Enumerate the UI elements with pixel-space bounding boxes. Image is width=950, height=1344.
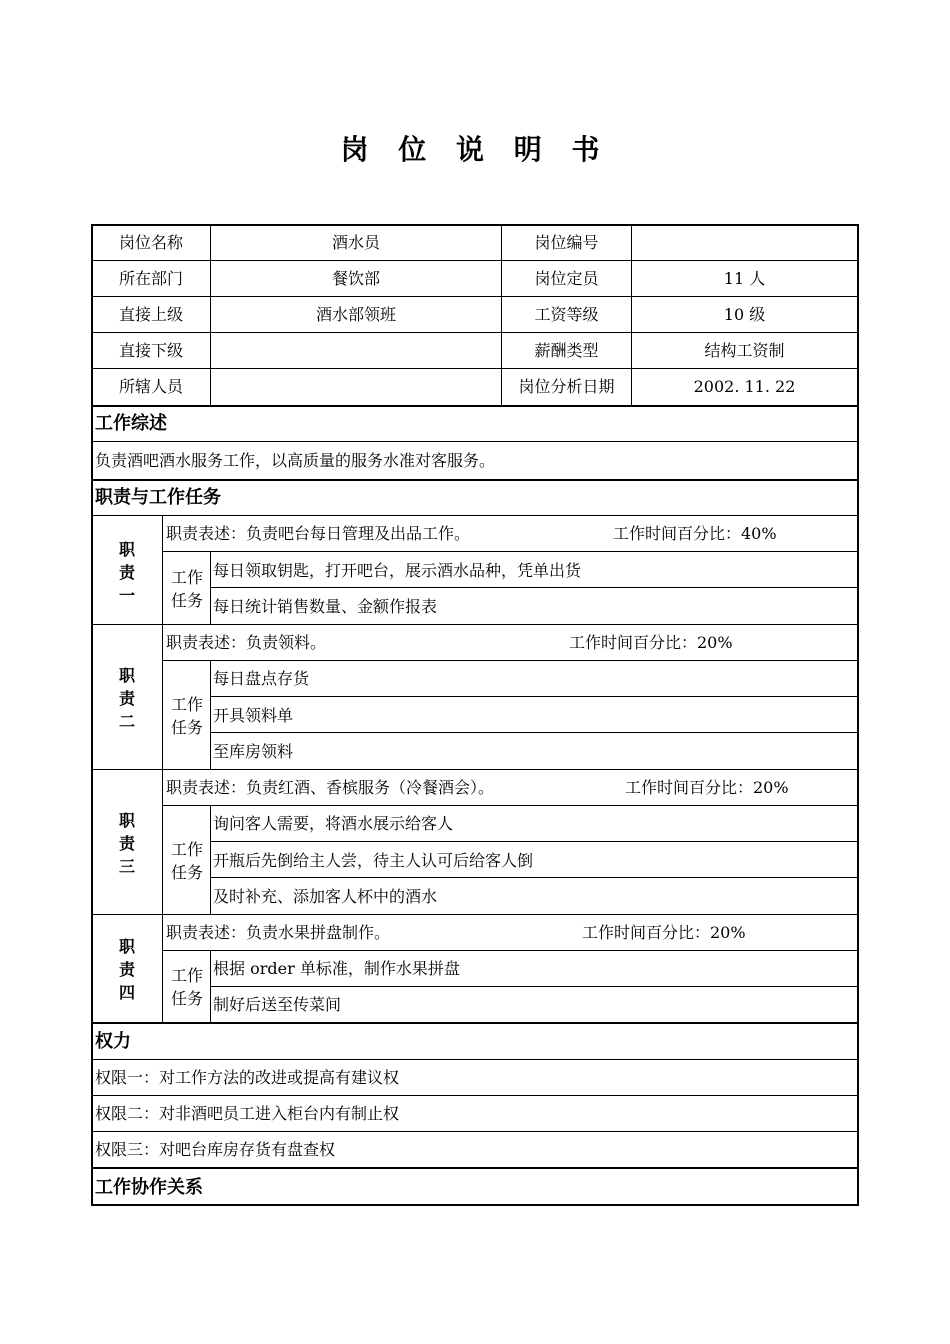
duty-statement: 职责表述：负责红酒、香槟服务（冷餐酒会）。 <box>166 778 495 797</box>
task-item: 每日盘点存货 <box>213 669 310 688</box>
grid-line <box>91 332 859 333</box>
info-label: 工资等级 <box>534 305 599 324</box>
task-item: 开具领料单 <box>213 706 294 725</box>
grid-line <box>91 296 859 297</box>
info-value: 2002. 11. 22 <box>693 377 796 396</box>
task-item: 每日领取钥匙，打开吧台，展示酒水品种，凭单出货 <box>213 561 582 580</box>
grid-line <box>210 732 859 733</box>
task-item: 及时补充、添加客人杯中的酒水 <box>213 887 438 906</box>
grid-line <box>91 1095 859 1096</box>
grid-line <box>210 660 211 769</box>
duty-label: 职 责 一 <box>118 540 135 605</box>
duty-statement: 职责表述：负责水果拼盘制作。 <box>166 923 391 942</box>
duty-statement: 职责表述：负责吧台每日管理及出品工作。 <box>166 524 471 543</box>
grid-line <box>91 1167 859 1169</box>
grid-line <box>91 405 859 407</box>
duty-label: 职 责 三 <box>118 811 135 876</box>
grid-line <box>91 368 859 369</box>
grid-line <box>91 1131 859 1132</box>
section-heading-authority: 权力 <box>95 1031 131 1052</box>
info-label: 岗位名称 <box>118 233 183 252</box>
duty-percent: 工作时间百分比：40% <box>613 524 777 543</box>
task-item: 开瓶后先倒给主人尝，待主人认可后给客人倒 <box>213 851 534 870</box>
authority-item: 权限一：对工作方法的改进或提高有建议权 <box>95 1068 400 1087</box>
grid-line <box>210 805 211 914</box>
info-value: 11 人 <box>723 269 766 288</box>
duty-label: 职 责 四 <box>118 937 135 1002</box>
section-heading-cooperation: 工作协作关系 <box>95 1177 203 1198</box>
task-item: 至库房领料 <box>213 742 294 761</box>
grid-line <box>91 441 859 442</box>
info-label: 岗位编号 <box>534 233 599 252</box>
grid-line <box>91 1022 859 1024</box>
task-label: 工作 任务 <box>170 840 203 882</box>
task-item: 根据 order 单标准，制作水果拼盘 <box>213 959 460 978</box>
duty-percent: 工作时间百分比：20% <box>569 633 733 652</box>
task-item: 每日统计销售数量、金额作报表 <box>213 597 438 616</box>
grid-line <box>210 696 859 697</box>
info-value: 结构工资制 <box>704 341 785 360</box>
task-item: 制好后送至传菜间 <box>213 995 342 1014</box>
info-label: 直接上级 <box>118 305 183 324</box>
authority-item: 权限二：对非酒吧员工进入柜台内有制止权 <box>95 1104 400 1123</box>
info-label: 直接下级 <box>118 341 183 360</box>
grid-line <box>210 841 859 842</box>
task-label: 工作 任务 <box>170 568 203 610</box>
grid-line <box>162 950 859 951</box>
info-value: 10 级 <box>723 305 766 324</box>
duty-percent: 工作时间百分比：20% <box>582 923 746 942</box>
section-heading-duties: 职责与工作任务 <box>95 487 221 508</box>
authority-item: 权限三：对吧台库房存货有盘查权 <box>95 1140 336 1159</box>
grid-line <box>91 914 859 915</box>
duty-label: 职 责 二 <box>118 666 135 731</box>
grid-line <box>91 769 859 770</box>
info-label: 岗位定员 <box>534 269 599 288</box>
info-label: 所辖人员 <box>118 377 183 396</box>
grid-line <box>210 587 859 588</box>
grid-line <box>91 624 859 625</box>
summary-text: 负责酒吧酒水服务工作，以高质量的服务水准对客服务。 <box>95 451 496 470</box>
section-heading-summary: 工作综述 <box>95 413 167 434</box>
info-value: 酒水员 <box>331 233 380 252</box>
info-label: 岗位分析日期 <box>518 377 615 396</box>
grid-line <box>91 260 859 261</box>
info-label: 所在部门 <box>118 269 183 288</box>
grid-line <box>91 1059 859 1060</box>
grid-line <box>162 805 859 806</box>
info-value: 酒水部领班 <box>315 305 396 324</box>
task-label: 工作 任务 <box>170 966 203 1008</box>
task-label: 工作 任务 <box>170 695 203 737</box>
grid-line <box>91 479 859 481</box>
grid-line <box>210 877 859 878</box>
duty-percent: 工作时间百分比：20% <box>625 778 789 797</box>
duty-statement: 职责表述：负责领料。 <box>166 633 327 652</box>
grid-line <box>162 551 859 552</box>
grid-line <box>162 660 859 661</box>
info-label: 薪酬类型 <box>534 341 599 360</box>
info-value: 餐饮部 <box>331 269 380 288</box>
grid-line <box>91 515 859 516</box>
task-item: 询问客人需要，将酒水展示给客人 <box>213 814 454 833</box>
page-title: 岗 位 说 明 书 <box>340 133 610 166</box>
grid-line <box>210 986 859 987</box>
